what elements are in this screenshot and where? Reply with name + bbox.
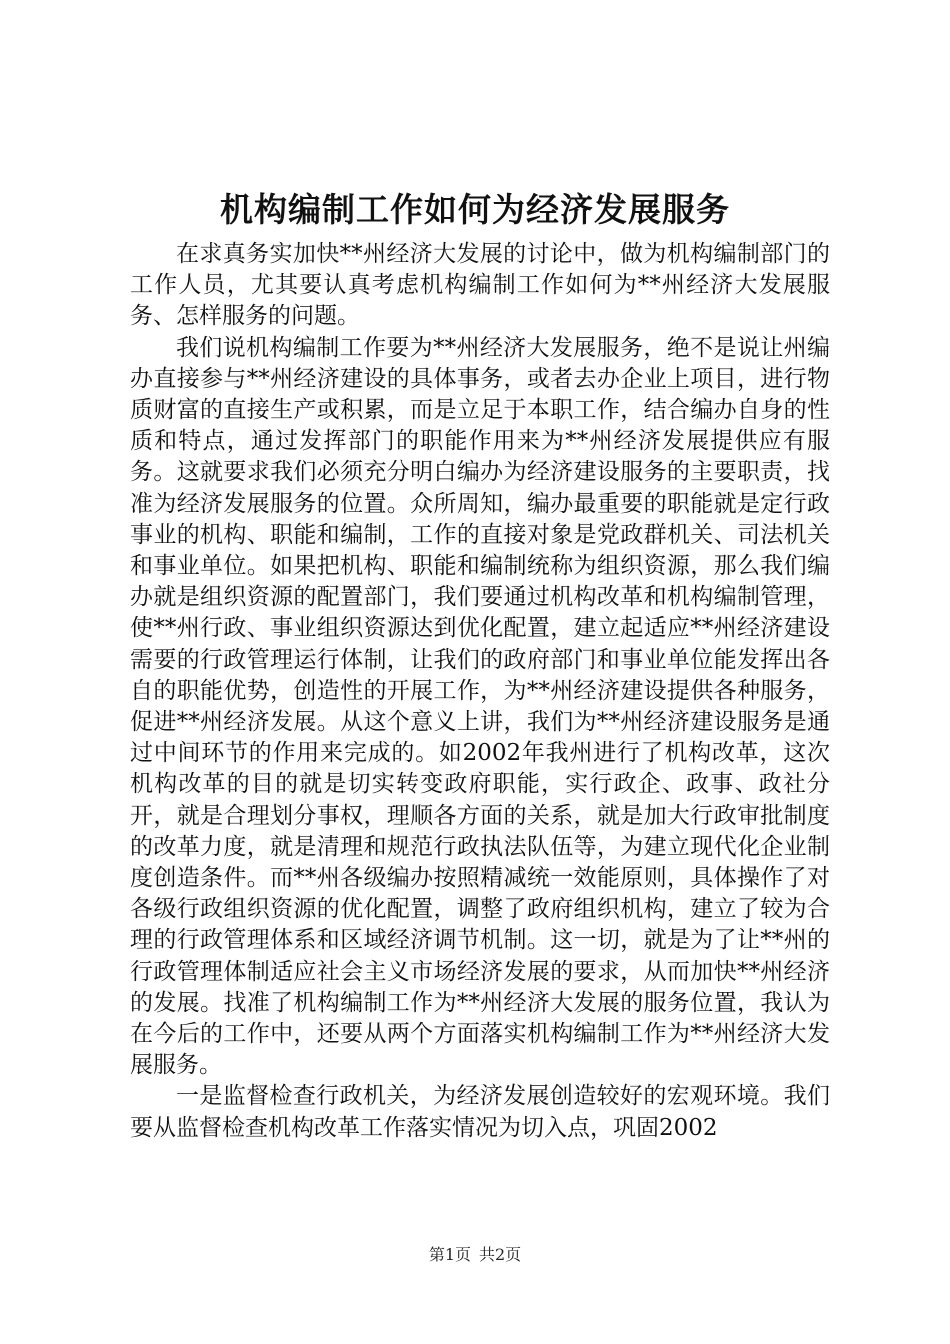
page-total: 共2页 <box>479 1245 522 1264</box>
document-title: 机构编制工作如何为经济发展服务 <box>220 190 730 229</box>
paragraph-main: 我们说机构编制工作要为**州经济大发展服务，绝不是说让州编办直接参与**州经济建设的具体事务，或者去办企业上项目，进行物质财富的直接生产或积累，而是立足于本职工作，结合编办自身的性质和特点，通过发挥部门的职能作用来为**州经济发展提供应有服务。这就要求我们必须充分明白编办为经济建设服务的主要职责，找准为经济发展服务的位置。众所周知，编办最重要的职能就是定行政事业的机构、职能和编制，工作的直接对象是党政群机关、司法机关和事业单位。如果把机构、职能和编制统称为组织资源，那么我们编办就是组织资源的配置部门，我们要通过机构改革和机构编制管理，使**州行政、事业组织资源达到优化配置，建立起适应**州经济建设需要的行政管理运行体制，让我们的政府部门和事业单位能发挥出各自的职能优势，创造性的开展工作，为**州经济建设提供各种服务，促进**州经济发展。从这个意义上讲，我们为**州经济建设服务是通过中间环节的作用来完成的。如2002年我州进行了机构改革，这次机构改革的目的就是切实转变政府职能，实行政企、政事、政社分开，就是合理划分事权，理顺各方面的关系，就是加大行政审批制度的改革力度，就是清理和规范行政执法队伍等，为建立现代化企业制度创造条件。而**州各级编办按照精减统一效能原则，具体操作了对各级行政组织资源的优化配置，调整了政府组织机构，建立了较为合理的行政管理体系和区域经济调节机制。这一切，就是为了让**州的行政管理体制适应社会主义市场经济发展的要求，从而加快**州经济的发展。找准了机构编制工作为**州经济大发展的服务位置，我认为在今后的工作中，还要从两个方面落实机构编制工作为**州经济大发展服务。 <box>130 334 830 1079</box>
paragraph-first-point: 一是监督检查行政机关，为经济发展创造较好的宏观环境。我们要从监督检查机构改革工作落实情况为切入点，巩固2002 <box>130 1083 830 1141</box>
page-footer <box>0 1244 950 1266</box>
page-number: 第1页 <box>428 1245 471 1264</box>
paragraph-intro: 在求真务实加快**州经济大发展的讨论中，做为机构编制部门的工作人员，尤其要认真考虑机构编制工作如何为**州经济大发展服务、怎样服务的问题。 <box>130 241 830 330</box>
document-body <box>130 239 830 1144</box>
